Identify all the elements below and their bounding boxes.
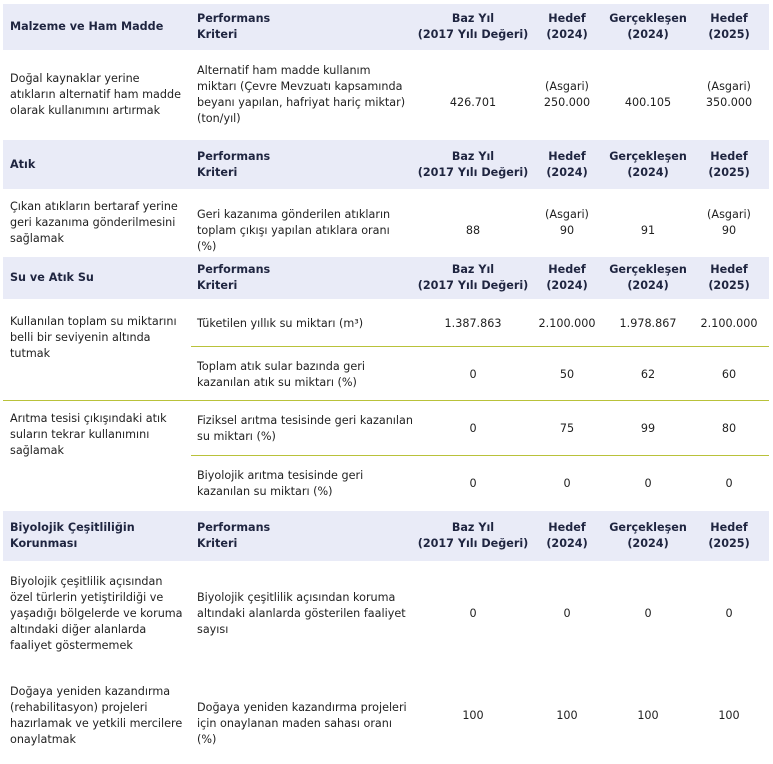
base-value: 88 — [465, 224, 481, 237]
header-criteria: Performans Kriteri — [197, 521, 271, 550]
actual-2024-value: 100 — [637, 709, 659, 722]
header-target-2025: Hedef (2025) — [708, 521, 750, 550]
criterion-cell: Geri kazanıma gönderilen atıkların toplam çıkışı yapılan atıklara oranı (%) — [197, 208, 391, 253]
section-title: Biyolojik Çeşitliliğin Korunması — [10, 521, 135, 550]
header-target-2025: Hedef (2025) — [708, 263, 750, 292]
header-target-2024: Hedef (2024) — [546, 263, 588, 292]
actual-2024-value: 0 — [644, 607, 652, 620]
target-2024-value: 100 — [556, 709, 578, 722]
goal-cell: Doğaya yeniden kazandırma (rehabilitasyon) projeleri hazırlamak ve yetkili mercilere onaylatmak — [10, 685, 183, 746]
criterion-cell: Alternatif ham madde kullanım miktarı (Çevre Mevzuatı kapsamında beyanı yapılan, hafriyat hariç miktar) (ton/yıl) — [197, 64, 406, 125]
header-actual-2024: Gerçekleşen (2024) — [609, 12, 687, 41]
target-2024-value: 0 — [563, 607, 571, 620]
header-target-2024: Hedef (2024) — [546, 521, 588, 550]
actual-2024-value: 1.978.867 — [619, 317, 677, 330]
section-title: Malzeme ve Ham Madde — [10, 20, 164, 33]
row-divider — [3, 400, 769, 401]
base-value: 100 — [462, 709, 484, 722]
base-value: 426.701 — [449, 96, 497, 109]
criterion-cell: Biyolojik çeşitlilik açısından koruma altındaki alanlarda gösterilen faaliyet sayısı — [197, 591, 406, 636]
header-criteria: Performans Kriteri — [197, 263, 271, 292]
goal-cell: Doğal kaynaklar yerine atıkların alternatif ham madde olarak kullanımını artırmak — [10, 72, 181, 117]
actual-2024-value: 400.105 — [624, 96, 672, 109]
goal-cell: Biyolojik çeşitlilik açısından özel türlerin yetiştirildiği ve yaşadığı bölgelerde ve koruma altındaki diğer alanlarda faaliyet göstermemek — [10, 575, 183, 652]
target-2025-value: 2.100.000 — [700, 317, 758, 330]
criterion-cell: Biyolojik arıtma tesisinde geri kazanılan su miktarı (%) — [197, 469, 364, 498]
actual-2024-value: 0 — [644, 477, 652, 490]
header-target-2025: Hedef (2025) — [708, 12, 750, 41]
row-divider — [191, 346, 769, 347]
target-2025-value: 60 — [721, 368, 737, 381]
header-target-2024: Hedef (2024) — [546, 150, 588, 179]
section-title: Atık — [10, 158, 36, 171]
target-2025-value: 100 — [718, 709, 740, 722]
target-2024-value: 75 — [559, 422, 575, 435]
target-2025-value: 0 — [725, 607, 733, 620]
target-2025-value: 0 — [725, 477, 733, 490]
target-2024-value: 0 — [563, 477, 571, 490]
base-value: 0 — [469, 422, 477, 435]
actual-2024-value: 62 — [640, 368, 656, 381]
target-2024-value: 50 — [559, 368, 575, 381]
header-actual-2024: Gerçekleşen (2024) — [609, 150, 687, 179]
header-criteria: Performans Kriteri — [197, 12, 271, 41]
header-actual-2024: Gerçekleşen (2024) — [609, 521, 687, 550]
base-value: 1.387.863 — [444, 317, 502, 330]
actual-2024-value: 91 — [640, 224, 656, 237]
actual-2024-value: 99 — [640, 422, 656, 435]
header-criteria: Performans Kriteri — [197, 150, 271, 179]
criterion-cell: Doğaya yeniden kazandırma projeleri için onaylanan maden sahası oranı (%) — [197, 701, 407, 746]
target-2024-value: 2.100.000 — [538, 317, 596, 330]
header-base-year: Baz Yıl (2017 Yılı Değeri) — [417, 12, 529, 41]
criterion-cell: Fiziksel arıtma tesisinde geri kazanılan su miktarı (%) — [197, 414, 413, 443]
criterion-cell: Tüketilen yıllık su miktarı (m³) — [197, 317, 364, 330]
target-2025-value: (Asgari) 90 — [707, 208, 751, 237]
target-2025-value: (Asgari) 350.000 — [705, 80, 753, 109]
header-base-year: Baz Yıl (2017 Yılı Değeri) — [417, 263, 529, 292]
section-title: Su ve Atık Su — [10, 271, 94, 284]
base-value: 0 — [469, 607, 477, 620]
goal-cell: Kullanılan toplam su miktarını belli bir seviyenin altında tutmak — [10, 315, 177, 360]
goal-cell: Çıkan atıkların bertaraf yerine geri kazanıma gönderilmesini sağlamak — [10, 200, 178, 245]
goal-cell: Arıtma tesisi çıkışındaki atık suların tekrar kullanımını sağlamak — [10, 412, 167, 457]
base-value: 0 — [469, 477, 477, 490]
criterion-cell: Toplam atık sular bazında geri kazanılan atık su miktarı (%) — [197, 360, 365, 389]
target-2025-value: 80 — [721, 422, 737, 435]
header-base-year: Baz Yıl (2017 Yılı Değeri) — [417, 521, 529, 550]
header-target-2024: Hedef (2024) — [546, 12, 588, 41]
target-2024-value: (Asgari) 90 — [545, 208, 589, 237]
header-actual-2024: Gerçekleşen (2024) — [609, 263, 687, 292]
target-2024-value: (Asgari) 250.000 — [543, 80, 591, 109]
base-value: 0 — [469, 368, 477, 381]
row-divider — [191, 455, 769, 456]
header-base-year: Baz Yıl (2017 Yılı Değeri) — [417, 150, 529, 179]
header-target-2025: Hedef (2025) — [708, 150, 750, 179]
